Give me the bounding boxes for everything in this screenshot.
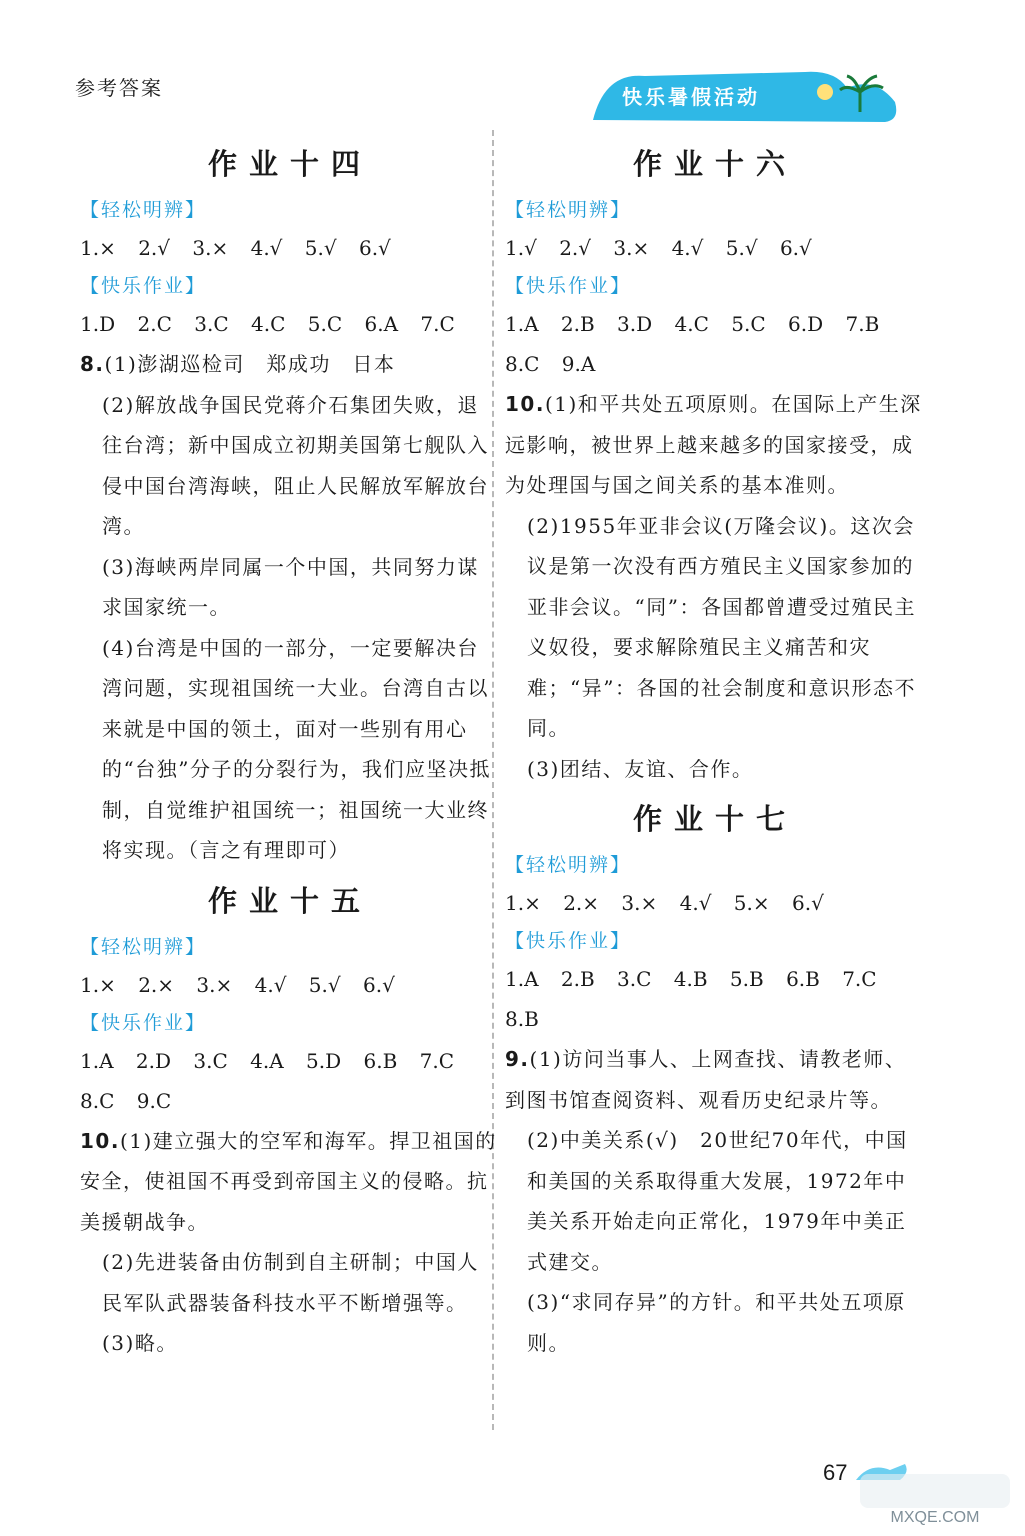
answer-item: 1.× xyxy=(80,236,116,260)
answer-item: 7.C xyxy=(419,1048,455,1073)
answer-item: 8.C xyxy=(505,352,540,376)
question-number: 9. xyxy=(505,1047,530,1071)
answer-item: 2.B xyxy=(560,967,595,991)
answer-text: (1)建立强大的空军和海军。捍卫祖国的安全，使祖国不再受到帝国主义的侵略。抗美援朝战争。 xyxy=(80,1128,497,1234)
answer-item: 2.× xyxy=(563,891,600,915)
hw15-choice-row xyxy=(80,1041,500,1081)
hw16-title: 作业十六 xyxy=(632,147,797,181)
answer-item: 1.A xyxy=(505,312,539,336)
answer-text: (1)访问当事人、上网查找、请教老师、到图书馆查阅资料、观看历史纪录片等。 xyxy=(505,1047,907,1112)
sun-icon xyxy=(817,84,833,100)
hw14-choice-row xyxy=(80,304,500,344)
hw16-tag-homework: 【快乐作业】 xyxy=(505,275,632,297)
answer-item: 3.C xyxy=(617,967,652,991)
page-number: 67 xyxy=(823,1460,848,1485)
hw17-tag-judge: 【轻松明辨】 xyxy=(505,854,632,876)
answer-item: 3.C xyxy=(193,1048,228,1073)
answer-item: 3.× xyxy=(196,972,233,997)
answer-item: 5.√ xyxy=(725,236,758,260)
answer-item: 6.B xyxy=(363,1048,398,1073)
question-number: 10. xyxy=(80,1128,120,1153)
answer-item: 7.C xyxy=(420,312,455,336)
answer-item: 5.C xyxy=(307,312,343,336)
hw16-choice-row xyxy=(505,304,925,344)
hw15-q10-part3: (3)略。 xyxy=(102,1331,178,1355)
answer-item: 5.D xyxy=(306,1048,342,1073)
hw14-title: 作业十四 xyxy=(207,147,372,181)
answer-item: 4.√ xyxy=(679,891,712,915)
hw14-judge-row xyxy=(80,228,500,268)
answer-item: 1.× xyxy=(80,972,116,997)
answer-item: 6.√ xyxy=(362,972,395,997)
answer-item: 7.B xyxy=(845,312,880,336)
hw17-choice-row xyxy=(505,959,925,999)
answer-item: 2.× xyxy=(138,972,175,997)
answer-item: 1.A xyxy=(80,1048,114,1073)
hw16-tag-judge: 【轻松明辨】 xyxy=(505,199,632,221)
hw14-q8-part4: (4)台湾是中国的一部分，一定要解决台湾问题，实现祖国统一大业。台湾自古以来就是中国的领土，面对一些别有用心的“台独”分子的分裂行为，我们应坚决抵制，自觉维护祖国统一；祖国统一大业终将实现。（言之有理即可） xyxy=(102,635,491,862)
right-column xyxy=(505,140,925,1363)
answer-item: 4.C xyxy=(674,312,709,336)
hw14-tag-judge: 【轻松明辨】 xyxy=(80,199,207,221)
answer-item: 4.C xyxy=(250,312,286,336)
watermark-text: MXQE.COM xyxy=(890,1509,980,1526)
hw15-q10-part2: (2)先进装备由仿制到自主研制；中国人民军队武器装备科技水平不断增强等。 xyxy=(102,1250,479,1315)
hw16-judge-row xyxy=(505,228,925,268)
answer-item: 7.C xyxy=(842,967,877,991)
answer-text: (1)和平共处五项原则。在国际上产生深远影响，被世界上越来越多的国家接受，成为处理国与国之间关系的基本准则。 xyxy=(505,392,922,497)
answer-item: 3.C xyxy=(194,312,229,336)
watermark-logo xyxy=(850,1450,1020,1530)
hw16-q10-part2: (2)1955年亚非会议(万隆会议)。这次会议是第一次没有西方殖民主义国家参加的亚非会议。“同”：各国都曾遭受过殖民主义奴役，要求解除殖民主义痛苦和灾难；“异”：各国的社会制度和意识形态不同。 xyxy=(527,513,916,740)
question-number: 10. xyxy=(505,392,545,416)
left-column xyxy=(80,140,500,1364)
hw17-q9-part2: (2)中美关系(√) 20世纪70年代，中国和美国的关系取得重大发展，1972年中美关系开始走向正常化，1979年中美正式建交。 xyxy=(527,1128,908,1274)
answer-item: 2.C xyxy=(137,312,172,336)
top-label: 参考答案 xyxy=(75,76,163,100)
hw14-q8-part3: (3)海峡两岸同属一个中国，共同努力谋求国家统一。 xyxy=(102,554,479,619)
answer-item: 2.D xyxy=(135,1048,172,1073)
hw17-choice-row-2 xyxy=(505,999,925,1039)
banner-title: 快乐暑假活动 xyxy=(622,85,760,109)
hw16-choice-row-2 xyxy=(505,344,925,384)
answer-item: 1.√ xyxy=(505,236,537,260)
hw16-q10-part1 xyxy=(505,384,925,506)
hw15-judge-row xyxy=(80,965,500,1005)
hw15-tag-judge: 【轻松明辨】 xyxy=(80,935,207,958)
hw17-title: 作业十七 xyxy=(632,802,797,836)
answer-item: 6.√ xyxy=(792,891,824,915)
hw15-title: 作业十五 xyxy=(207,883,372,918)
answer-item: 5.B xyxy=(729,967,764,991)
question-number: 8. xyxy=(80,352,105,376)
answer-item: 4.A xyxy=(250,1048,284,1073)
hw15-tag-homework: 【快乐作业】 xyxy=(80,1011,207,1034)
answer-item: 6.D xyxy=(788,312,824,336)
answer-item: 6.A xyxy=(364,312,399,336)
answer-item: 6.√ xyxy=(779,236,812,260)
hw14-q8-part2: (2)解放战争国民党蒋介石集团失败，退往台湾；新中国成立初期美国第七舰队入侵中国台湾海峡，阻止人民解放军解放台湾。 xyxy=(102,392,489,538)
answer-item: 4.√ xyxy=(671,236,704,260)
answer-text: (1)澎湖巡检司 郑成功 日本 xyxy=(104,352,396,376)
answer-item: 3.D xyxy=(617,312,653,336)
answer-item: 8.B xyxy=(505,1007,539,1031)
answer-item: 2.√ xyxy=(138,236,171,260)
hw17-tag-homework: 【快乐作业】 xyxy=(505,930,632,952)
answer-item: 8.C xyxy=(80,1088,115,1113)
hw14-q8-part1 xyxy=(80,344,500,385)
answer-item: 1.A xyxy=(505,967,539,991)
answer-item: 1.× xyxy=(505,891,541,915)
answer-item: 1.D xyxy=(80,312,116,336)
answer-item: 3.× xyxy=(192,236,229,260)
answer-item: 5.√ xyxy=(308,972,341,997)
answer-item: 5.C xyxy=(731,312,766,336)
answer-item: 4.√ xyxy=(250,236,283,260)
hw17-judge-row xyxy=(505,883,925,923)
answer-item: 4.√ xyxy=(254,972,287,997)
answer-item: 4.B xyxy=(673,967,708,991)
hw14-tag-homework: 【快乐作业】 xyxy=(80,275,207,297)
answer-item: 2.B xyxy=(560,312,595,336)
answer-item: 2.√ xyxy=(559,236,592,260)
answer-item: 6.√ xyxy=(358,236,391,260)
answer-item: 6.B xyxy=(786,967,820,991)
answer-item: 5.× xyxy=(733,891,770,915)
answer-item: 9.A xyxy=(561,352,596,376)
hw17-q9-part3: (3)“求同存异”的方针。和平共处五项原则。 xyxy=(527,1290,906,1355)
hw16-q10-part3: (3)团结、友谊、合作。 xyxy=(527,756,754,781)
hw15-choice-row-2 xyxy=(80,1081,500,1121)
hw17-q9-part1 xyxy=(505,1039,925,1120)
hw15-q10-part1 xyxy=(80,1121,500,1243)
answer-item: 9.C xyxy=(136,1088,172,1113)
answer-item: 3.× xyxy=(613,236,650,260)
answer-item: 3.× xyxy=(621,891,658,915)
answer-item: 5.√ xyxy=(304,236,337,260)
